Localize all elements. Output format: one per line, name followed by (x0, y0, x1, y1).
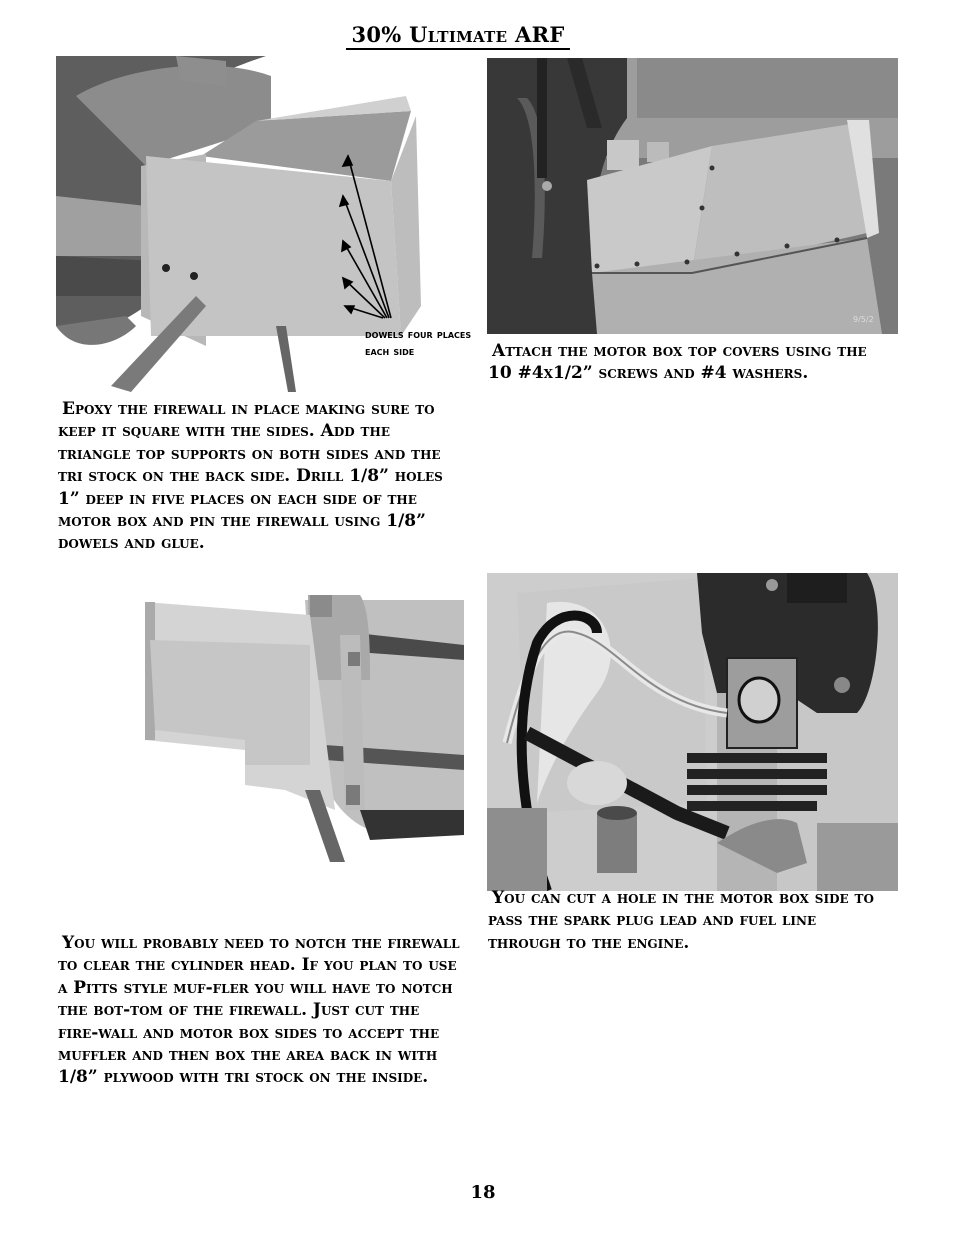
caption-notch-firewall: You will probably need to notch the firewall to clear the cylinder head. If you plan to use a Pitts style muf-fler you will have to notch the bot-tom of the firewall. Just cut the fire-wall and motor box sides to accept the muffler and then box the area back in with 1/8” plywood with tri stock on the inside. (58, 933, 460, 1088)
caption-spark-plug-hole: You can cut a hole in the motor box side to pass the spark plug lead and fuel line through to the engine. (488, 888, 874, 953)
page-title: 30% Ultimate ARF (346, 22, 570, 50)
date-stamp: 9/5/2 (853, 315, 874, 324)
dowels-callout-label: dowels four places each side (365, 327, 472, 358)
caption-firewall: Epoxy the firewall in place making sure to keep it square with the sides. Add the triangle top supports on both sides and the tri stock on the back side. Drill 1/8” holes 1” deep in five places on each side of the motor box and pin the firewall using 1/8” dowels and glue. (58, 399, 443, 554)
notched-firewall-photo (70, 590, 464, 862)
motor-box-top-cover-photo (487, 58, 898, 334)
engine-carburetor-photo (487, 573, 898, 891)
caption-top-covers: Attach the motor box top covers using the 10 #4x1/2” screws and #4 washers. (488, 341, 867, 384)
page-number: 18 (470, 1182, 496, 1203)
